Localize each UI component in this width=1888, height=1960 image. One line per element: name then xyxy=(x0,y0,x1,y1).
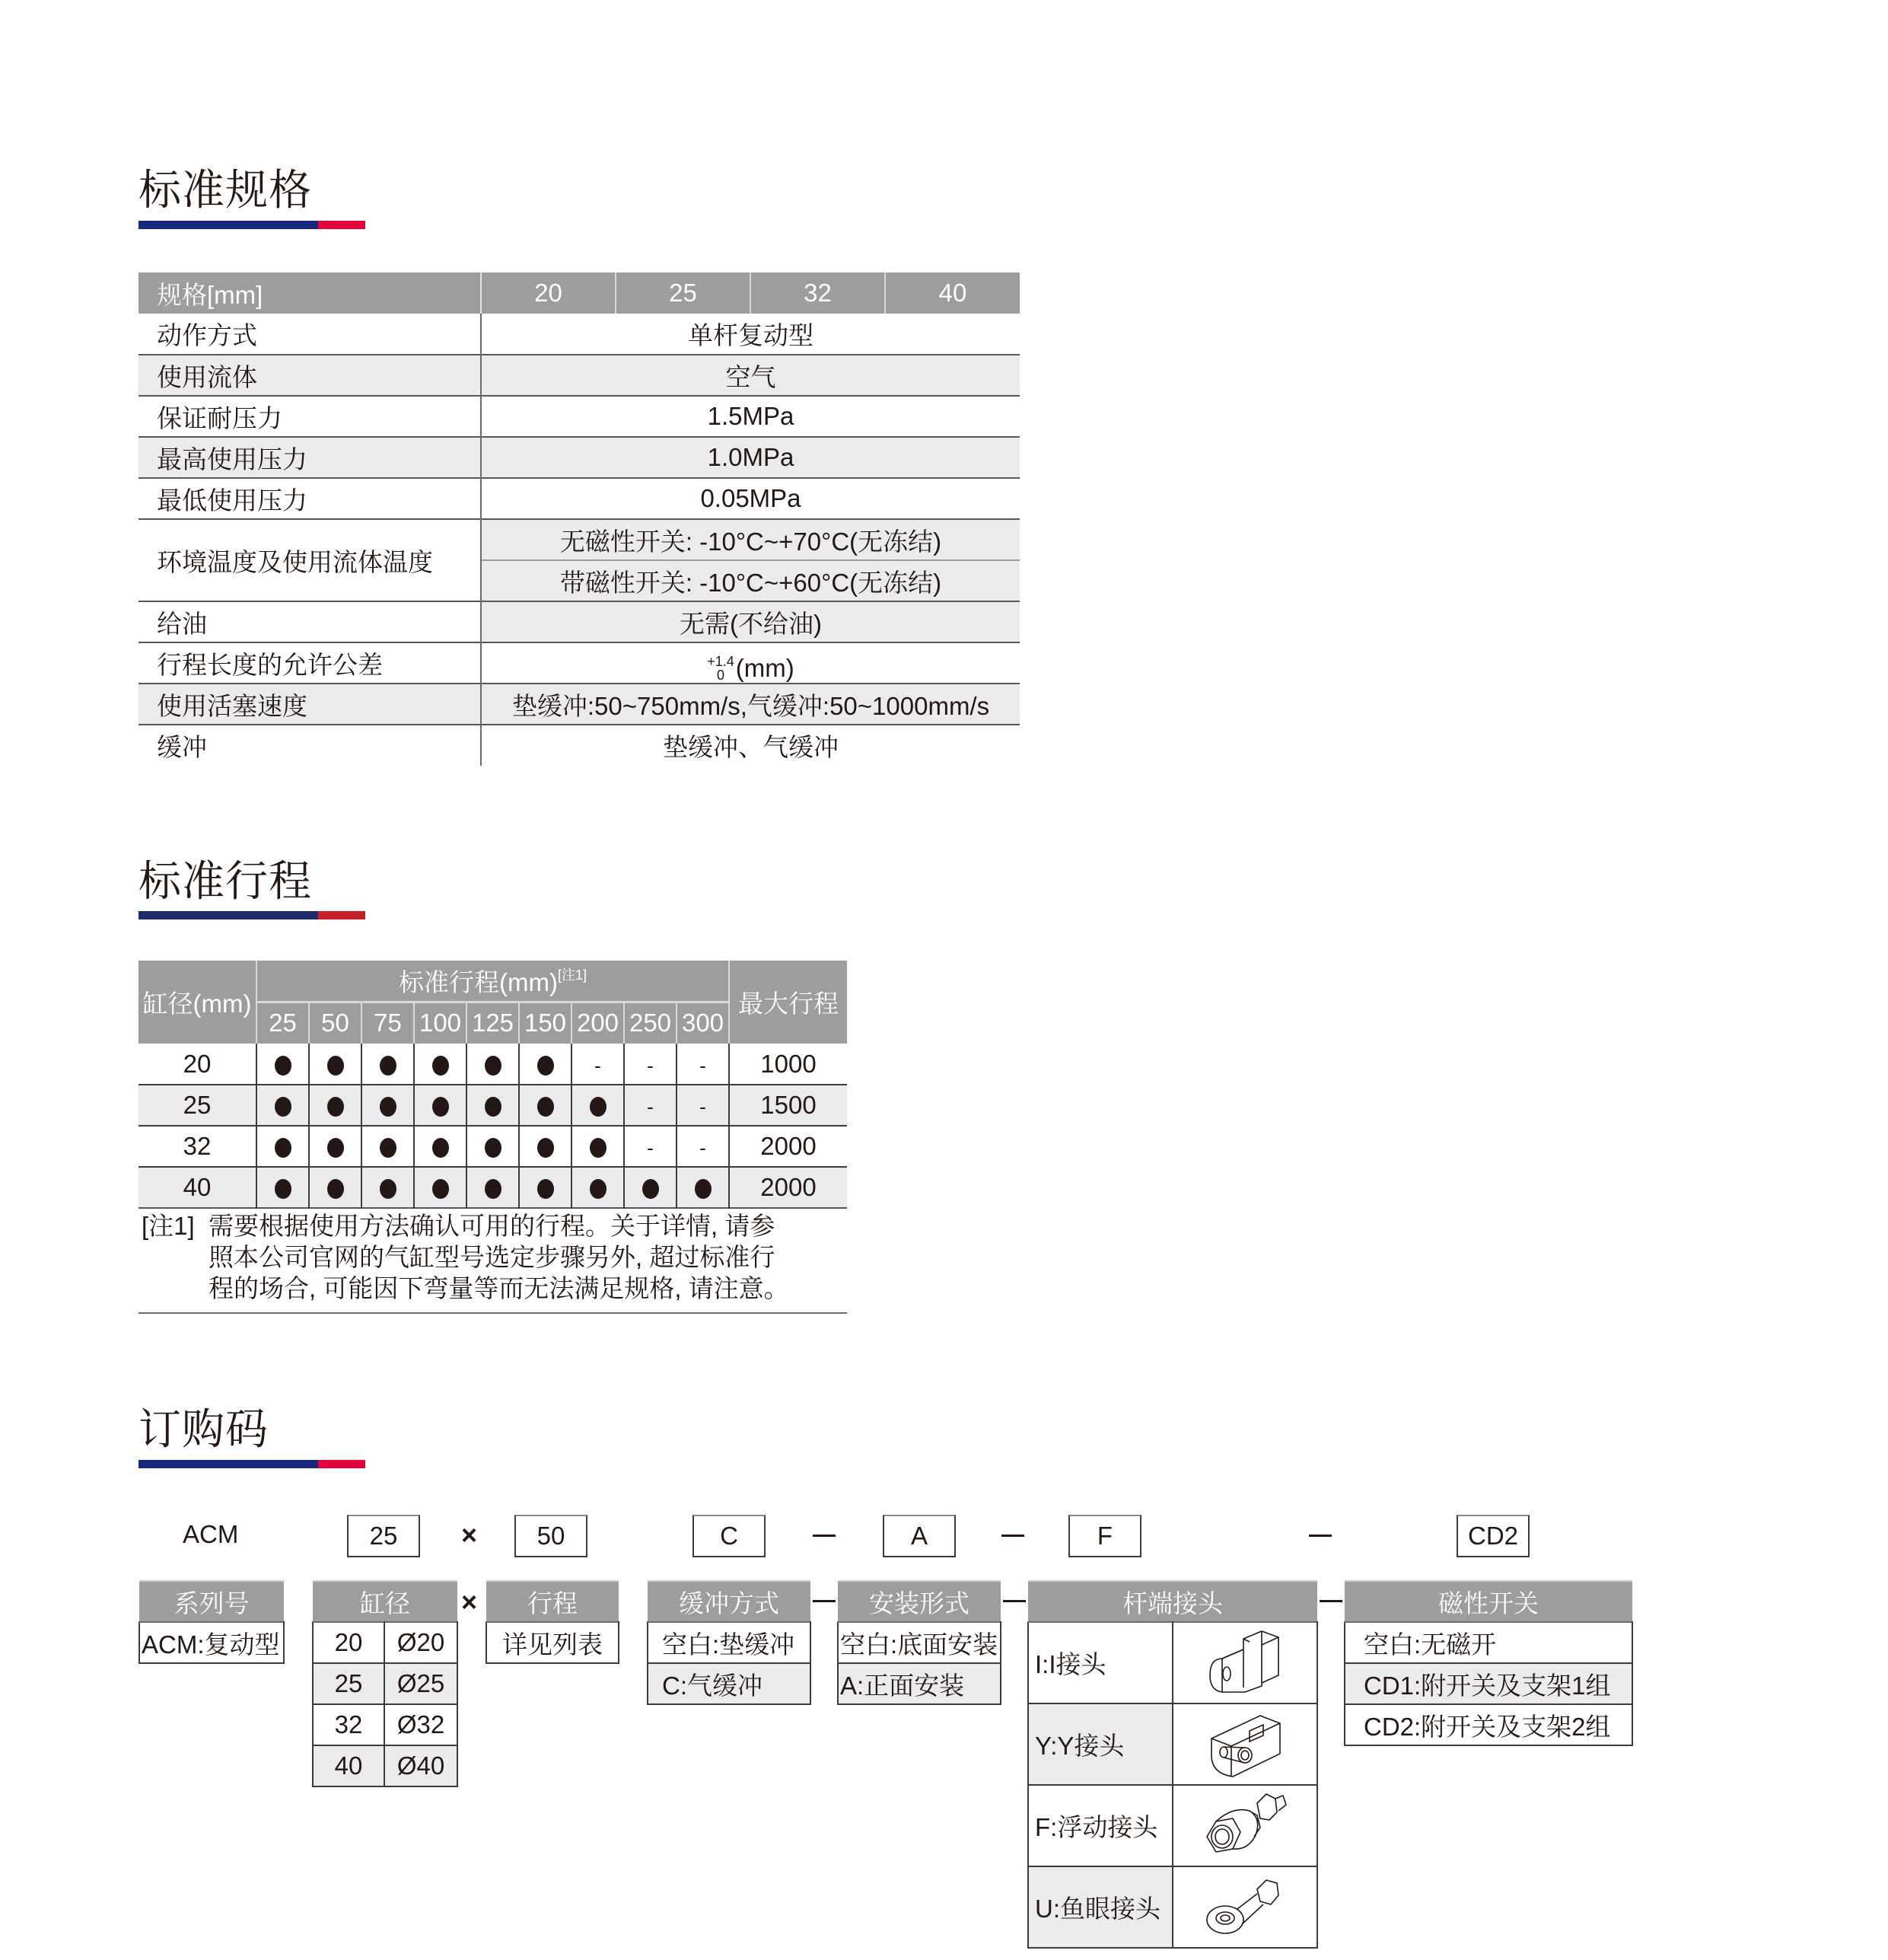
dash-separator xyxy=(813,1600,836,1602)
stroke-footnote xyxy=(138,1210,847,1314)
tolerance-lower: 0 xyxy=(717,668,725,683)
stroke-header-standard: 标准行程(mm)[注1] xyxy=(256,961,729,1002)
stroke-header-value: 300 xyxy=(677,1002,729,1044)
series-header: 系列号 xyxy=(139,1581,284,1622)
spec-row xyxy=(138,314,1020,355)
bore-diameter: Ø25 xyxy=(384,1663,457,1704)
spec-row-label: 动作方式 xyxy=(138,314,481,355)
stroke-row xyxy=(138,1085,847,1126)
dash-separator xyxy=(1003,1600,1026,1602)
stroke-row-max: 2000 xyxy=(760,1132,817,1160)
bore-header: 缸径 xyxy=(313,1581,457,1622)
spec-row xyxy=(138,725,1020,766)
switch-option: CD1:附开关及支架1组 xyxy=(1345,1663,1632,1704)
floating-joint-icon xyxy=(1173,1785,1317,1866)
spec-section-title: 标准规格 xyxy=(138,166,312,214)
unavailable-dash: - xyxy=(677,1126,729,1167)
spec-row-value: 垫缓冲:50~750mm/s,气缓冲:50~1000mm/s xyxy=(481,684,1020,725)
spec-row-label: 缓冲 xyxy=(138,725,481,766)
unavailable-dash: - xyxy=(624,1085,677,1126)
stroke-header-bore: 缸径(mm) xyxy=(138,961,256,1044)
spec-row xyxy=(138,437,1020,478)
order-title-underline xyxy=(138,1460,365,1468)
spec-row xyxy=(138,478,1020,519)
mount-option: 空白:底面安装 xyxy=(838,1622,1001,1663)
dash-separator xyxy=(813,1535,836,1537)
spec-row-label: 最低使用压力 xyxy=(138,478,481,519)
spec-title-underline xyxy=(138,221,365,229)
available-dot-icon xyxy=(256,1126,309,1167)
bore-block xyxy=(312,1580,458,1787)
dash-separator xyxy=(1001,1535,1024,1537)
spec-row-value: 无需(不给油) xyxy=(481,601,1020,642)
series-block xyxy=(138,1580,285,1664)
spec-row-label: 给油 xyxy=(138,601,481,642)
stroke-block-header: 行程 xyxy=(486,1581,619,1622)
spec-row-label: 最高使用压力 xyxy=(138,437,481,478)
stroke-row xyxy=(138,1044,847,1085)
stroke-header-max: 最大行程 xyxy=(729,961,847,1044)
cushion-option: 空白:垫缓冲 xyxy=(648,1622,810,1663)
available-dot-icon xyxy=(256,1044,309,1085)
rod-eye-joint-icon xyxy=(1173,1866,1317,1948)
order-section-title: 订购码 xyxy=(138,1405,269,1453)
bore-code: 40 xyxy=(313,1745,384,1786)
unavailable-dash: - xyxy=(571,1044,624,1085)
bore-diameter: Ø20 xyxy=(384,1622,457,1663)
rod-end-option: U:鱼眼接头 xyxy=(1028,1866,1173,1948)
note-ref: [注1] xyxy=(557,967,587,983)
rod-end-option: Y:Y接头 xyxy=(1028,1703,1173,1785)
stroke-option: 详见列表 xyxy=(486,1622,619,1663)
spec-row-value: 垫缓冲、气缓冲 xyxy=(481,725,1020,766)
bore-code: 32 xyxy=(313,1704,384,1745)
available-dot-icon xyxy=(519,1085,571,1126)
available-dot-icon xyxy=(414,1044,466,1085)
available-dot-icon xyxy=(414,1167,466,1208)
stroke-header-value: 200 xyxy=(571,1002,624,1044)
spec-row xyxy=(138,642,1020,684)
stroke-header-value: 150 xyxy=(519,1002,571,1044)
spec-row-value: 1.5MPa xyxy=(481,396,1020,437)
stroke-title-underline xyxy=(138,911,365,919)
tolerance-unit: (mm) xyxy=(735,654,794,682)
code-mount-box: A xyxy=(883,1515,956,1557)
stroke-row-bore: 40 xyxy=(138,1167,256,1208)
switch-option: 空白:无磁开 xyxy=(1345,1622,1632,1663)
available-dot-icon xyxy=(361,1044,414,1085)
spec-row-label: 使用流体 xyxy=(138,355,481,396)
mount-option: A:正面安装 xyxy=(838,1663,1001,1704)
switch-option: CD2:附开关及支架2组 xyxy=(1345,1704,1632,1745)
available-dot-icon xyxy=(309,1044,361,1085)
footnote-line: 照本公司官网的气缸型号选定步骤另外, 超过标准行 xyxy=(209,1243,775,1271)
spec-header-size: 25 xyxy=(616,272,750,314)
spec-header-label: 规格[mm] xyxy=(138,272,481,314)
stroke-header-value: 25 xyxy=(256,1002,309,1044)
code-cushion-box: C xyxy=(692,1515,766,1557)
unavailable-dash: - xyxy=(624,1126,677,1167)
bore-diameter: Ø40 xyxy=(384,1745,457,1786)
stroke-row xyxy=(138,1126,847,1167)
available-dot-icon xyxy=(519,1167,571,1208)
stroke-header-value: 250 xyxy=(624,1002,677,1044)
spec-header-size: 32 xyxy=(750,272,885,314)
rod-end-option: I:I接头 xyxy=(1028,1622,1173,1703)
spec-row xyxy=(138,519,1020,560)
spec-table xyxy=(138,272,1020,766)
available-dot-icon xyxy=(571,1167,624,1208)
spec-row-value: 1.0MPa xyxy=(481,437,1020,478)
i-joint-icon xyxy=(1173,1622,1317,1703)
available-dot-icon xyxy=(361,1126,414,1167)
stroke-row-bore: 25 xyxy=(138,1085,256,1126)
switch-block xyxy=(1344,1580,1633,1746)
unavailable-dash: - xyxy=(677,1085,729,1126)
spec-row xyxy=(138,601,1020,642)
available-dot-icon xyxy=(519,1044,571,1085)
switch-header: 磁性开关 xyxy=(1345,1581,1632,1622)
stroke-row-max: 1000 xyxy=(760,1049,817,1078)
available-dot-icon xyxy=(624,1167,677,1208)
stroke-row-bore: 32 xyxy=(138,1126,256,1167)
stroke-header-value: 50 xyxy=(309,1002,361,1044)
footnote-label: [注1] xyxy=(142,1212,195,1240)
spec-header-size: 20 xyxy=(481,272,616,314)
spec-row-value: 无磁性开关: -10°C~+70°C(无冻结) xyxy=(481,519,1020,560)
times-sign: × xyxy=(461,1519,478,1550)
spec-row-value: 0.05MPa xyxy=(481,478,1020,519)
stroke-table-body xyxy=(138,1044,847,1208)
stroke-row-max: 1500 xyxy=(729,1085,847,1126)
spec-row-value: 带磁性开关: -10°C~+60°C(无冻结) xyxy=(481,560,1020,601)
mount-block xyxy=(837,1580,1001,1705)
available-dot-icon xyxy=(466,1085,519,1126)
unavailable-dash: - xyxy=(677,1044,729,1085)
footnote-line: 需要根据使用方法确认可用的行程。关于详情, 请参 xyxy=(209,1212,775,1240)
tolerance-upper: +1.4 xyxy=(707,654,734,669)
spec-row-label: 保证耐压力 xyxy=(138,396,481,437)
available-dot-icon xyxy=(256,1085,309,1126)
rod-end-option: F:浮动接头 xyxy=(1028,1785,1173,1866)
stroke-table xyxy=(138,961,847,1209)
available-dot-icon xyxy=(571,1085,624,1126)
footnote-line: 程的场合, 可能因下弯量等而无法满足规格, 请注意。 xyxy=(209,1274,789,1302)
bore-diameter: Ø32 xyxy=(384,1704,457,1745)
cushion-block xyxy=(647,1580,811,1705)
available-dot-icon xyxy=(466,1044,519,1085)
rod-end-block xyxy=(1027,1580,1318,1949)
cushion-header: 缓冲方式 xyxy=(648,1581,810,1622)
available-dot-icon xyxy=(361,1167,414,1208)
unavailable-dash: - xyxy=(624,1044,677,1085)
times-sign: × xyxy=(461,1586,478,1617)
available-dot-icon xyxy=(414,1085,466,1126)
spec-row xyxy=(138,684,1020,725)
available-dot-icon xyxy=(361,1085,414,1126)
spec-row-label: 行程长度的允许公差 xyxy=(138,642,481,684)
spec-header-row xyxy=(138,272,1020,314)
available-dot-icon xyxy=(309,1167,361,1208)
spec-row-value: 单杆复动型 xyxy=(481,314,1020,355)
code-rod-end-box: F xyxy=(1068,1515,1141,1557)
available-dot-icon xyxy=(571,1126,624,1167)
available-dot-icon xyxy=(414,1126,466,1167)
spec-row-label: 环境温度及使用流体温度 xyxy=(138,519,481,601)
y-joint-icon xyxy=(1173,1703,1317,1785)
spec-header-size: 40 xyxy=(885,272,1020,314)
stroke-header-value: 75 xyxy=(361,1002,414,1044)
spec-row-label: 使用活塞速度 xyxy=(138,684,481,725)
spec-row-value: 空气 xyxy=(481,355,1020,396)
code-series: ACM xyxy=(183,1520,239,1548)
spec-row xyxy=(138,355,1020,396)
stroke-row-max: 2000 xyxy=(729,1167,847,1208)
bore-code: 20 xyxy=(313,1622,384,1663)
stroke-header-value: 100 xyxy=(414,1002,466,1044)
cushion-option: C:气缓冲 xyxy=(648,1663,810,1704)
stroke-row-bore: 20 xyxy=(138,1044,256,1085)
mount-header: 安装形式 xyxy=(838,1581,1001,1622)
available-dot-icon xyxy=(309,1126,361,1167)
series-option: ACM:复动型 xyxy=(139,1622,284,1663)
available-dot-icon xyxy=(309,1085,361,1126)
rod-end-header: 杆端接头 xyxy=(1028,1581,1317,1622)
dash-separator xyxy=(1309,1535,1332,1537)
spec-row xyxy=(138,396,1020,437)
stroke-block xyxy=(486,1580,619,1664)
available-dot-icon xyxy=(677,1167,729,1208)
available-dot-icon xyxy=(466,1126,519,1167)
code-bore-box: 25 xyxy=(347,1515,420,1557)
available-dot-icon xyxy=(466,1167,519,1208)
available-dot-icon xyxy=(256,1167,309,1208)
bore-code: 25 xyxy=(313,1663,384,1704)
stroke-row xyxy=(138,1167,847,1208)
available-dot-icon xyxy=(519,1126,571,1167)
tolerance-value xyxy=(707,654,794,683)
spec-row-value xyxy=(481,642,1020,684)
code-switch-box: CD2 xyxy=(1457,1515,1530,1557)
stroke-header-value: 125 xyxy=(466,1002,519,1044)
code-stroke-box: 50 xyxy=(514,1515,587,1557)
stroke-section-title: 标准行程 xyxy=(138,857,312,905)
dash-separator xyxy=(1320,1600,1342,1602)
